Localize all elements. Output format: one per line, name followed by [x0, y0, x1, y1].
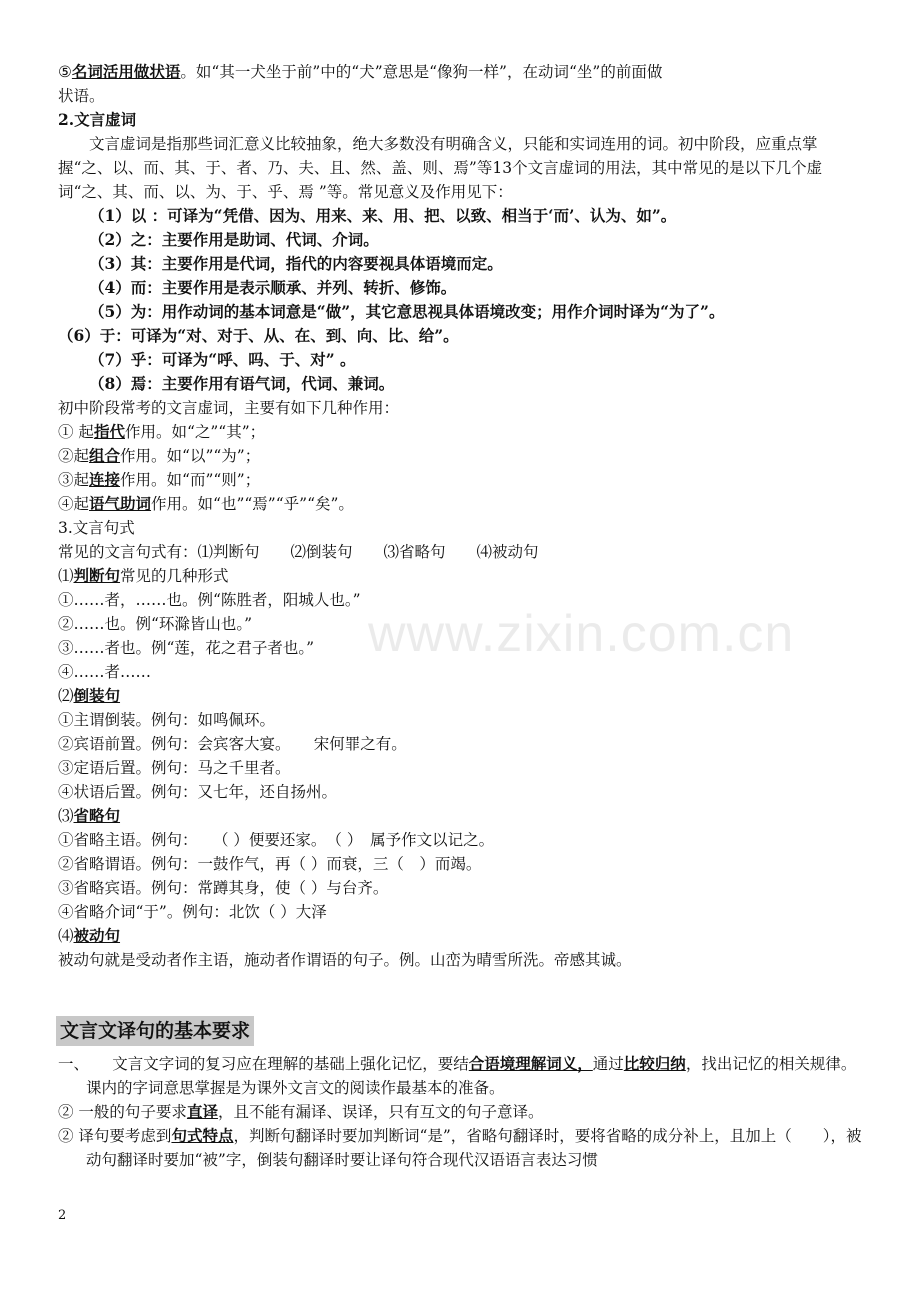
list-item: ④……者…… — [58, 663, 152, 681]
item-qi: （3）其：主要作用是代词，指代的内容要视具体语境而定。 — [89, 254, 503, 273]
term-noun-adverbial: 名词活用做状语 — [71, 62, 181, 81]
list-item: ④状语后置。例句：又七年，还自扬州。 — [58, 783, 338, 801]
subheading-judgment: ⑴判断句常见的几种形式 — [58, 566, 229, 585]
list-item: ③省略宾语。例句：常蹲其身，使（ ）与台齐。 — [58, 879, 389, 897]
item-zhi: （2）之：主要作用是助词、代词、介词。 — [89, 230, 379, 249]
subheading-ellipsis: ⑶省略句 — [58, 806, 121, 825]
list-item: ①主谓倒装。例句：如鸣佩环。 — [58, 711, 276, 729]
item-yu: （6）于：可译为“对、对于、从、在、到、向、比、给”。 — [58, 326, 459, 345]
functions-intro: 初中阶段常考的文言虚词，主要有如下几种作用： — [58, 399, 400, 417]
function-item: ④起语气助词作用。如“也”“焉”“乎”“矣”。 — [58, 494, 354, 513]
function-item: ②起组合作用。如“以”“为”； — [58, 446, 261, 465]
item-yi: （1）以 ：可译为“凭借、因为、用来、来、用、把、以致、相当于‘而’、认为、如”。 — [89, 206, 677, 225]
list-item: ③……者也。例“莲，花之君子者也。” — [58, 639, 315, 657]
requirement-item: ② 译句要考虑到句式特点，判断句翻译时要加判断词“是”，省略句翻译时，要将省略的成分补上，且加上（ ），被动句翻译时要加“被”字，倒装句翻译时要让译句符合现代汉语语言表达习惯 — [58, 1126, 862, 1169]
passive-description: 被动句就是受动者作主语，施动者作谓语的句子。例。山峦为晴雪所洗。帝感其诚。 — [58, 951, 632, 969]
watermark: www.zixin.com.cn — [368, 605, 795, 663]
list-item: ③定语后置。例句：马之千里者。 — [58, 759, 291, 777]
requirement-item: ② 一般的句子要求直译，且不能有漏译、误译，只有互文的句子意译。 — [58, 1102, 544, 1121]
item-yan: （8）焉：主要作用有语气词，代词、兼词。 — [89, 374, 395, 393]
heading-sentence-patterns: 3.文言句式 — [58, 519, 135, 537]
list-item: ④省略介词“于”。例句：北饮（ ）大泽 — [58, 903, 327, 921]
requirement-item: 一、 文言文字词的复习应在理解的基础上强化记忆，要结合语境理解词义，通过比较归纳，找出记忆的相关规律。课内的字词意思掌握是为课外文言文的阅读作最基本的准备。 — [58, 1054, 857, 1097]
page-number: 2 — [58, 1208, 67, 1223]
item-hu: （7）乎：可译为“呼、吗、于、对” 。 — [89, 350, 356, 369]
patterns-intro: 常见的文言句式有：⑴判断句 ⑵倒装句 ⑶省略句 ⑷被动句 — [58, 543, 539, 561]
function-item: ③起连接作用。如“而”“则”； — [58, 470, 261, 489]
list-item: ②宾语前置。例句：会宾客大宴。 宋何罪之有。 — [58, 735, 407, 753]
section-title: 文言文译句的基本要求 — [56, 1016, 254, 1046]
subheading-passive: ⑷被动句 — [58, 926, 121, 945]
heading-function-words: 2.文言虚词 — [58, 110, 137, 129]
function-item: ① 起指代作用。如“之”“其”； — [58, 422, 266, 441]
list-item: ①省略主语。例句： （ ）便要还家。 （ ） 属予作文以记之。 — [58, 831, 495, 849]
item-wei: （5）为：用作动词的基本词意是“做”，其它意思视具体语境改变；用作介词时译为“为了”。 — [89, 302, 725, 321]
line-continuation: 状语。 — [58, 87, 105, 105]
line-noun-adverbial: ⑤名词活用做状语。如“其一犬坐于前”中的“犬”意思是“像狗一样”，在动词“坐”的前面做 — [58, 62, 663, 81]
document-page — [58, 60, 868, 1172]
list-item: ②……也。例“环滁皆山也。” — [58, 615, 253, 633]
subheading-inversion: ⑵倒装句 — [58, 686, 121, 705]
list-item: ①……者，……也。例“陈胜者，阳城人也。” — [58, 591, 361, 609]
paragraph-function-words: 文言虚词是指那些词汇意义比较抽象，绝大多数没有明确含义，只能和实词连用的词。初中阶段，应重点掌握“之、以、而、其、于、者、乃、夫、且、然、盖、则、焉”等13个文言虚词的用法，其中常见的是以下几个虚词“之、其、而、以、为、于、乎、焉 ”等。常见意义及作用见下： — [58, 135, 823, 201]
list-item: ②省略谓语。例句：一鼓作气，再（ ）而衰，三（ ）而竭。 — [58, 855, 482, 873]
item-er: （4）而：主要作用是表示顺承、并列、转折、修饰。 — [89, 278, 457, 297]
